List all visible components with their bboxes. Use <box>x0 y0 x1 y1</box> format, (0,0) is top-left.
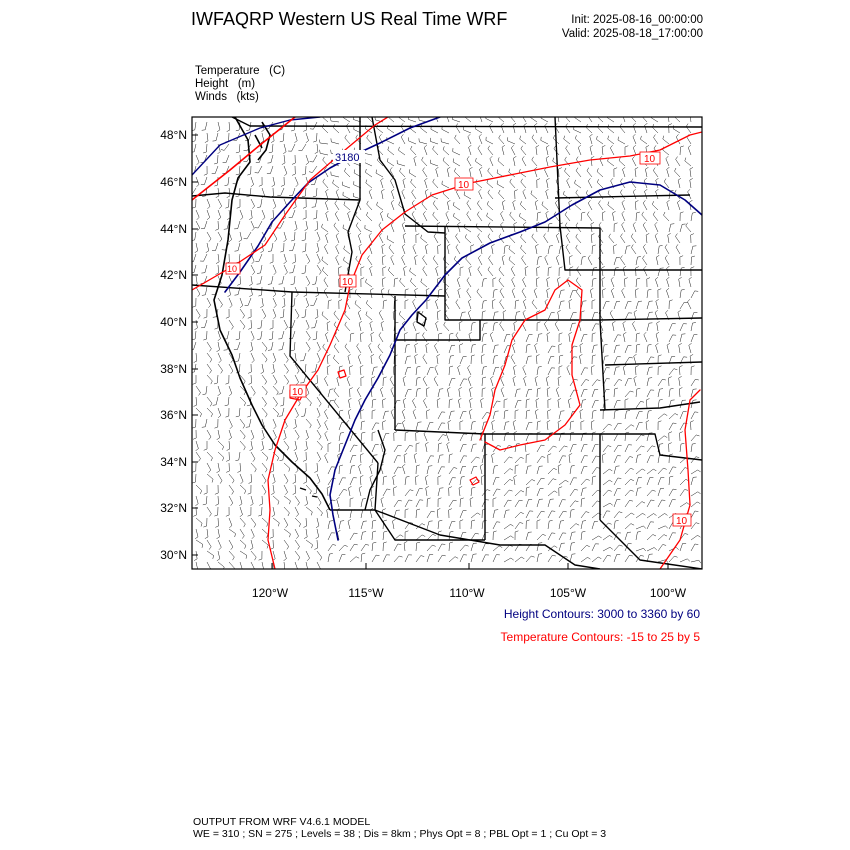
model-info-footer <box>193 816 606 840</box>
lon-label: 100°W <box>649 586 687 600</box>
temperature-contour-label: 10 <box>227 264 238 274</box>
model-version: OUTPUT FROM WRF V4.6.1 MODEL <box>193 816 371 828</box>
latitude-labels <box>160 128 187 562</box>
temperature-contour-label: 10 <box>342 277 354 288</box>
temperature-contour-label: 10 <box>458 180 470 191</box>
variable-height: Height (m) <box>195 78 256 90</box>
lon-label: 120°W <box>251 586 289 600</box>
lat-label: 36°N <box>160 408 187 422</box>
lon-label: 105°W <box>549 586 587 600</box>
map-background <box>192 117 702 569</box>
lat-label: 48°N <box>160 128 187 142</box>
lat-label: 30°N <box>160 548 187 562</box>
variable-temperature: Temperature (C) <box>195 65 286 77</box>
temperature-contour-legend: Temperature Contours: -15 to 25 by 5 <box>500 630 700 644</box>
lat-label: 40°N <box>160 315 187 329</box>
temperature-contour-label: 10 <box>644 154 656 165</box>
height-contour-label: 3180 <box>335 152 360 164</box>
lon-label: 115°W <box>348 586 384 600</box>
lat-label: 44°N <box>160 222 187 236</box>
model-config: WE = 310 ; SN = 275 ; Levels = 38 ; Dis = 8km ; Phys Opt = 8 ; PBL Opt = 1 ; Cu Opt = 3 <box>193 828 607 840</box>
lat-label: 38°N <box>160 362 187 376</box>
temperature-contour-label: 10 <box>676 516 688 527</box>
lat-label: 46°N <box>160 175 187 189</box>
valid-time: Valid: 2025-08-18_17:00:00 <box>561 28 703 40</box>
variable-winds: Winds (kts) <box>195 91 259 103</box>
init-time: Init: 2025-08-16_00:00:00 <box>571 14 703 26</box>
lat-label: 42°N <box>160 268 187 282</box>
map-title: IWFAQRP Western US Real Time WRF <box>191 9 508 29</box>
longitude-labels <box>252 586 687 600</box>
height-contour-legend: Height Contours: 3000 to 3360 by 60 <box>503 607 700 621</box>
lon-label: 110°W <box>449 586 485 600</box>
temperature-contour-label: 10 <box>292 387 304 398</box>
lat-label: 34°N <box>160 455 187 469</box>
lat-label: 32°N <box>160 501 187 515</box>
